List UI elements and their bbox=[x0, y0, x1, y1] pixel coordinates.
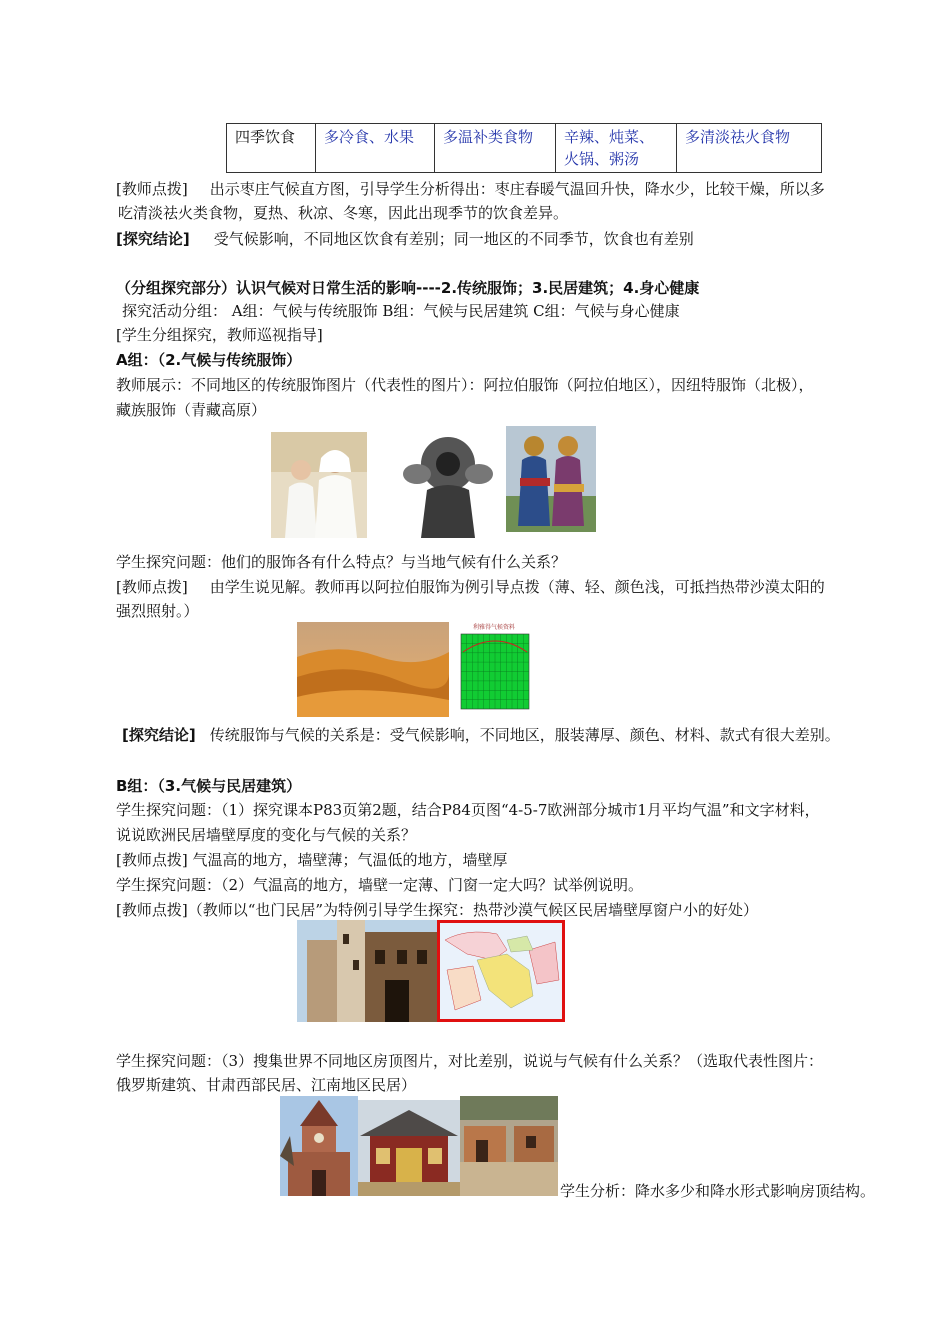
tip-text: 出示枣庄气候直方图，引导学生分析得出：枣庄春暖气温回升快，降水少，比较干燥，所以多 bbox=[209, 180, 825, 198]
grouping-line: 探究活动分组： A组：气候与传统服饰 B组：气候与民居建筑 C组：气候与身心健康 bbox=[122, 302, 680, 320]
russian-building-photo bbox=[280, 1096, 358, 1196]
group-b-tip-2: [教师点拨]（教师以“也门民居”为特例引导学生探究：热带沙漠气候区民居墙壁厚窗户小的好处） bbox=[116, 901, 759, 919]
group-a-show-2: 藏族服饰（青藏高原） bbox=[116, 401, 267, 419]
group-a-tip bbox=[116, 576, 825, 598]
group-b-q1-line2: 说说欧洲民居墙壁厚度的变化与气候的关系？ bbox=[116, 826, 417, 844]
group-b-q3-line2: 俄罗斯建筑、甘肃西部民居、江南地区民居） bbox=[116, 1076, 417, 1094]
teacher-tip-1 bbox=[116, 178, 825, 200]
conclusion-label: [探究结论] bbox=[122, 726, 196, 744]
chart-title: 利雅得气候资料 bbox=[472, 624, 516, 631]
table-cell-autumn bbox=[556, 124, 677, 173]
table-cell-summer: 多温补类食物 bbox=[435, 124, 556, 173]
group-b-q3-line1: 学生探究问题：（3）搜集世界不同地区房顶图片，对比差别，说说与气候有什么关系？（选取代表性图片： bbox=[116, 1052, 824, 1070]
group-b-q1-line1: 学生探究问题：（1）探究课本P83页第2题，结合P84页图“4-5-7欧洲部分城市1月平均气温”和文字材料， bbox=[116, 801, 820, 819]
climate-chart bbox=[449, 622, 539, 717]
conclusion-1 bbox=[116, 228, 694, 250]
tip-text: 由学生说见解。教师再以阿拉伯服饰为例引导点拨（薄、轻、颜色浅，可抵挡热带沙漠太阳的 bbox=[209, 578, 825, 596]
conclusion-text: 受气候影响，不同地区饮食有差别；同一地区的不同季节，饮食也有差别 bbox=[213, 230, 694, 248]
jiangnan-house-photo bbox=[460, 1096, 558, 1196]
section-heading: （分组探究部分）认识气候对日常生活的影响----2.传统服饰；3.民居建筑；4.身心健康 bbox=[116, 279, 700, 297]
group-b-heading: B组：（3.气候与民居建筑） bbox=[116, 777, 302, 795]
tip-label: [教师点拨] bbox=[116, 180, 188, 198]
middle-east-map bbox=[437, 920, 565, 1022]
group-a-question: 学生探究问题：他们的服饰各有什么特点？与当地气候有什么关系？ bbox=[116, 553, 567, 571]
table-cell-autumn-text: 辛辣、炖菜、火锅、粥汤 bbox=[564, 128, 655, 168]
desert-photo bbox=[297, 622, 449, 717]
inuit-clothing-photo bbox=[401, 430, 495, 538]
conclusion-text: 传统服饰与气候的关系是：受气候影响，不同地区，服装薄厚、颜色、材料、款式有很大差别。 bbox=[209, 726, 840, 744]
seasonal-diet-table bbox=[226, 123, 822, 173]
group-a-show-1: 教师展示：不同地区的传统服饰图片（代表性的图片）：阿拉伯服饰（阿拉伯地区），因纽特服饰（北极）， bbox=[116, 376, 814, 394]
conclusion-2 bbox=[122, 724, 840, 746]
group-b-tip-1: [教师点拨] 气温高的地方，墙壁薄；气温低的地方，墙壁厚 bbox=[116, 851, 508, 869]
table-cell-winter: 多清淡祛火食物 bbox=[677, 124, 822, 173]
table-row bbox=[227, 124, 822, 173]
table-cell-spring: 多冷食、水果 bbox=[316, 124, 435, 173]
arab-clothing-photo bbox=[271, 432, 367, 538]
group-a-heading: A组：（2.气候与传统服饰） bbox=[116, 351, 302, 369]
tip-label: [教师点拨] bbox=[116, 578, 188, 596]
gansu-house-photo bbox=[358, 1100, 460, 1196]
group-b-q2: 学生探究问题：（2）气温高的地方，墙壁一定薄、门窗一定大吗？试举例说明。 bbox=[116, 876, 644, 894]
yemen-house-photo bbox=[297, 920, 437, 1022]
tibetan-clothing-photo bbox=[506, 426, 596, 532]
guidance-line: [学生分组探究，教师巡视指导] bbox=[116, 326, 323, 344]
teacher-tip-1-cont: 吃清淡祛火类食物，夏热、秋凉、冬寒，因此出现季节的饮食差异。 bbox=[118, 204, 569, 222]
group-a-tip-cont: 强烈照射。） bbox=[116, 602, 199, 620]
student-analysis: 学生分析：降水多少和降水形式影响房顶结构。 bbox=[560, 1182, 876, 1200]
table-cell-label: 四季饮食 bbox=[227, 124, 316, 173]
conclusion-label: [探究结论] bbox=[116, 230, 190, 248]
